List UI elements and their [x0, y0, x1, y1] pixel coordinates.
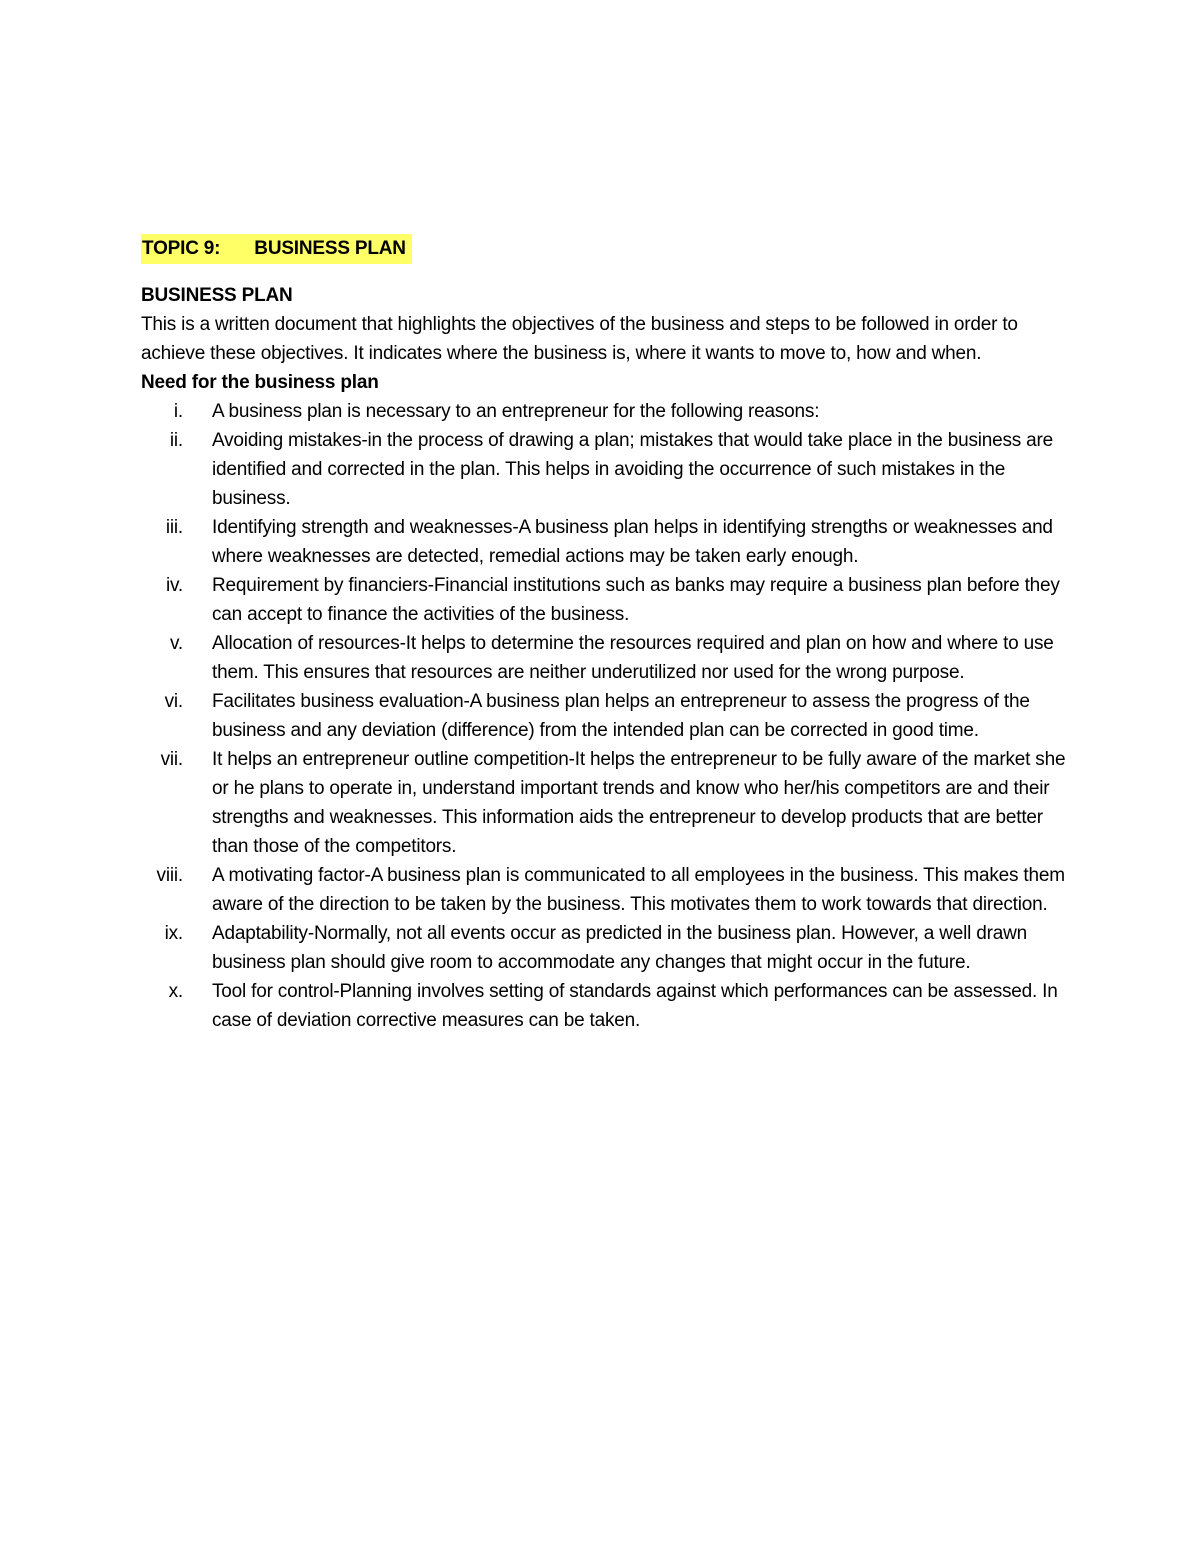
list-item-number: ix. — [164, 923, 183, 944]
definition-paragraph: This is a written document that highlights the objectives of the business and steps to be followed in order to achieve these objectives. It indicates where the business is, where it wants to move to, how and when. — [141, 314, 1018, 364]
list-item-text: Adaptability-Normally, not all events occur as predicted in the business plan. However, a well drawn business plan should give room to accommodate any changes that might occur in the future. — [212, 923, 1028, 973]
list-item — [141, 687, 1071, 745]
list-item-number: viii. — [156, 865, 183, 886]
reasons-list — [141, 397, 1071, 1035]
list-item — [141, 977, 1071, 1035]
list-item — [141, 397, 1071, 426]
topic-number: TOPIC 9: — [142, 238, 221, 259]
list-item-text: It helps an entrepreneur outline competition-It helps the entrepreneur to be fully aware of the market she or he plans to operate in, understand important trends and know who her/his competitors are and their strengths and weaknesses. This information aids the entrepreneur to develop products that are better than those of the competitors. — [212, 749, 1066, 857]
list-item-number: x. — [168, 981, 183, 1002]
list-item-number: iv. — [166, 575, 183, 596]
topic-title: BUSINESS PLAN — [254, 238, 406, 259]
section-heading: BUSINESS PLAN — [141, 285, 293, 306]
subsection-heading: Need for the business plan — [141, 372, 379, 393]
document-content — [141, 234, 1071, 1035]
list-item — [141, 426, 1071, 513]
list-item-text: Allocation of resources-It helps to determine the resources required and plan on how and where to use them. This ensures that resources are neither underutilized nor used for the wrong purpose. — [212, 633, 1054, 683]
list-item — [141, 513, 1071, 571]
list-item-text: Facilitates business evaluation-A business plan helps an entrepreneur to assess the progress of the business and any deviation (difference) from the intended plan can be corrected in good time. — [212, 691, 1030, 741]
topic-heading — [141, 234, 412, 264]
list-item — [141, 629, 1071, 687]
list-item-number: v. — [170, 633, 183, 654]
list-item-number: iii. — [165, 517, 183, 538]
list-item-number: vii. — [160, 749, 183, 770]
list-item — [141, 861, 1071, 919]
list-item-text: Identifying strength and weaknesses-A business plan helps in identifying strengths or weaknesses and where weaknesses are detected, remedial actions may be taken early enough. — [212, 517, 1053, 567]
list-item — [141, 745, 1071, 861]
list-item-number: i. — [173, 401, 183, 422]
list-item-text: A business plan is necessary to an entrepreneur for the following reasons: — [212, 401, 820, 422]
list-item-text: A motivating factor-A business plan is communicated to all employees in the business. This makes them aware of the direction to be taken by the business. This motivates them to work towards that direction. — [212, 865, 1065, 915]
list-item-text: Requirement by financiers-Financial institutions such as banks may require a business plan before they can accept to finance the activities of the business. — [212, 575, 1060, 625]
list-item-text: Tool for control-Planning involves setting of standards against which performances can be assessed. In case of deviation corrective measures can be taken. — [212, 981, 1058, 1031]
list-item-number: ii. — [169, 430, 183, 451]
list-item — [141, 571, 1071, 629]
list-item-number: vi. — [164, 691, 183, 712]
list-item — [141, 919, 1071, 977]
list-item-text: Avoiding mistakes-in the process of drawing a plan; mistakes that would take place in the business are identified and corrected in the plan. This helps in avoiding the occurrence of such mistakes in the business. — [212, 430, 1054, 509]
